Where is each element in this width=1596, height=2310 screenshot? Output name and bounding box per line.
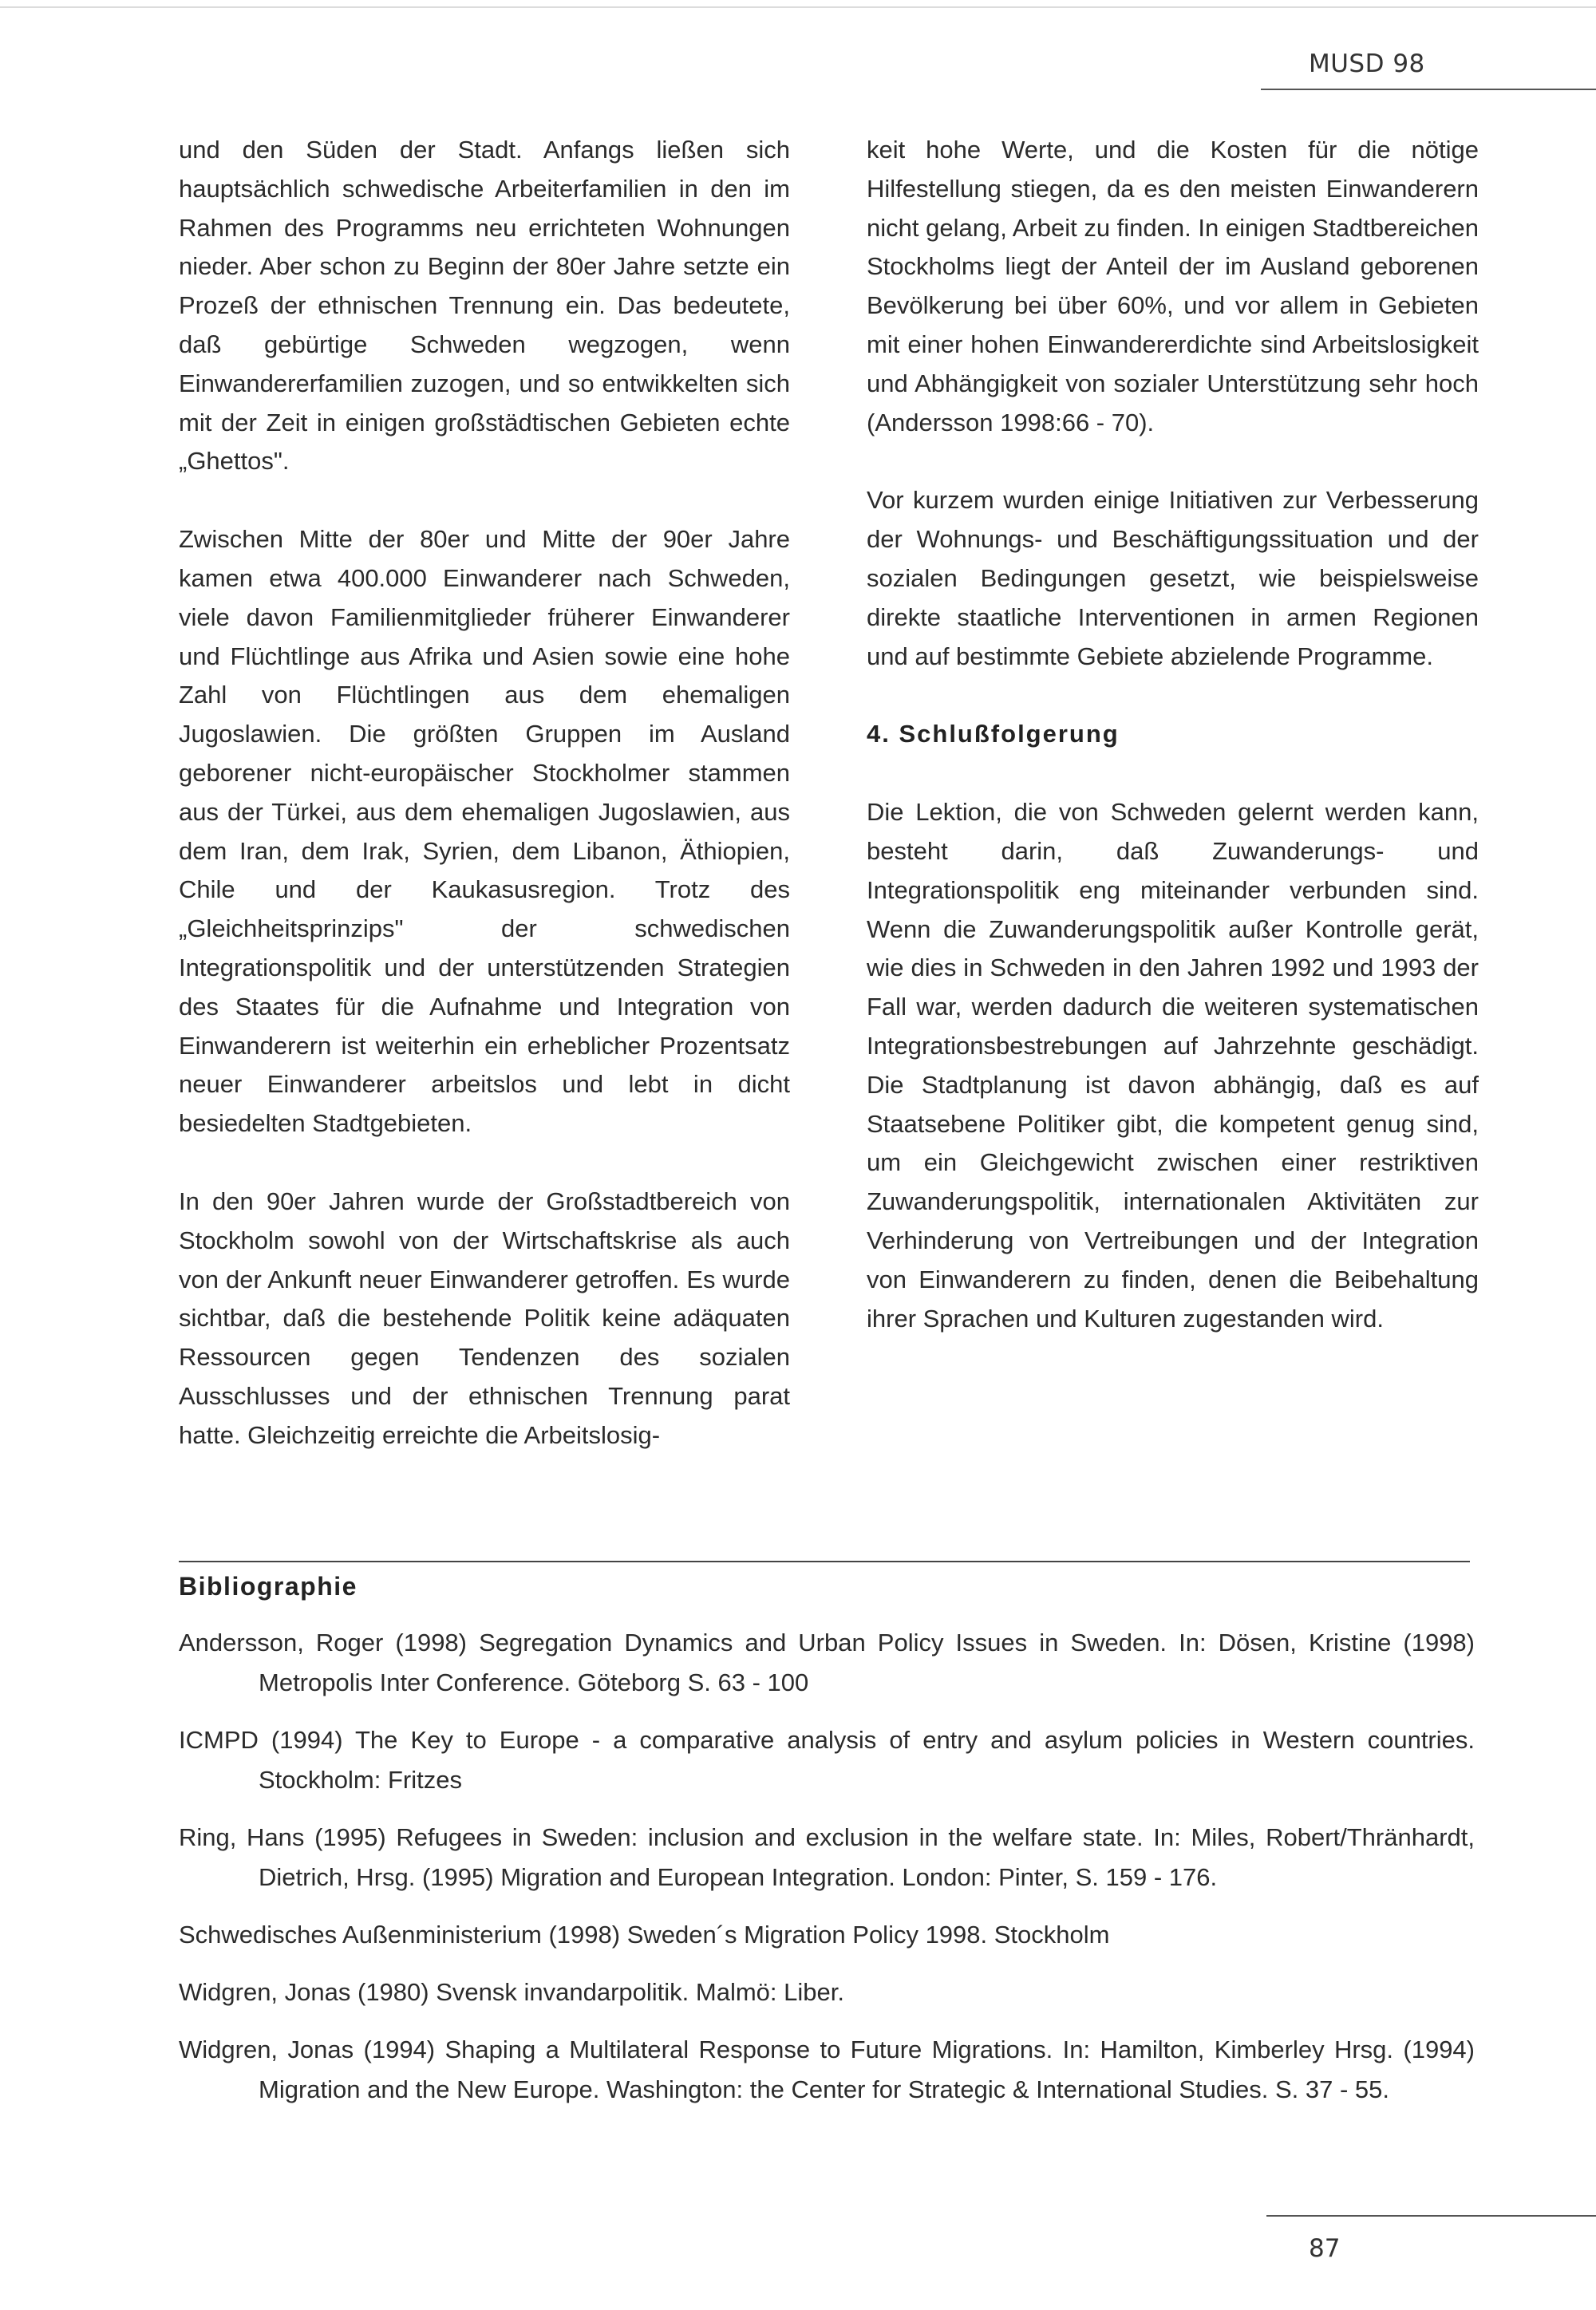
body-paragraph: und den Süden der Stadt. Anfangs ließen sich hauptsächlich schwedische Arbeiterfamilien in den im Rahmen des Programms neu errichteten Wohnungen nieder. Aber schon zu Beginn der 80er Jahre setzte ein Prozeß der ethnischen Trennung ein. Das bedeutete, daß gebürtige Schweden wegzogen, wenn Einwandererfamilien zuzogen, und so entwikkelten sich mit der Zeit in einigen großstädtischen Gebieten echte „Ghettos". bbox=[179, 136, 790, 476]
bibliography-entry: ICMPD (1994) The Key to Europe - a comparative analysis of entry and asylum policies in Western countries. Stockholm: Fritzes bbox=[179, 1726, 1475, 1794]
bibliography-entry: Widgren, Jonas (1980) Svensk invandarpolitik. Malmö: Liber. bbox=[179, 1978, 844, 2006]
bibliography-rule bbox=[179, 1561, 1470, 1562]
scan-edge-line bbox=[0, 6, 1596, 8]
section-heading: 4. Schlußfolgerung bbox=[867, 720, 1120, 748]
footer-rule bbox=[1266, 2215, 1596, 2217]
conclusion-paragraph: Die Lektion, die von Schweden gelernt werden kann, besteht darin, daß Zuwanderungs- und Integrationspolitik eng miteinander verbunden sind. Wenn die Zuwanderungspolitik außer Kontrolle gerät, wie dies in Schweden in den Jahren 1992 und 1993 der Fall war, werden dadurch die weiteren systematischen Integrationsbestrebungen auf Jahrzehnte geschädigt. Die Stadtplanung ist davon abhängig, daß es auf Staatsebene Politiker gibt, die kompetent genug sind, um ein Gleichgewicht zwischen einer restriktiven Zuwanderungspolitik, internationalen Aktivitäten zur Verhinderung von Vertreibungen und der Integration von Einwanderern zu finden, denen die Beibehaltung ihrer Sprachen und Kulturen zugestanden wird. bbox=[867, 798, 1479, 1333]
body-paragraph: Vor kurzem wurden einige Initiativen zur Verbesserung der Wohnungs- und Beschäftigungssituation und der sozialen Bedingungen gesetzt, wie beispielsweise direkte staatliche Interventionen in armen Regionen und auf bestimmte Gebiete abzielende Programme. bbox=[867, 486, 1479, 670]
running-header: MUSD 98 bbox=[1309, 49, 1425, 78]
body-paragraph: keit hohe Werte, und die Kosten für die nötige Hilfestellung stiegen, da es den meisten Einwanderern nicht gelang, Arbeit zu finden. In einigen Stadtbereichen Stockholms liegt der Anteil der im Ausland geborenen Bevölkerung bei über 60%, und vor allem in Gebieten mit einer hohen Einwandererdichte sind Arbeitslosigkeit und Abhängigkeit von sozialer Unterstützung sehr hoch (Andersson 1998:66 - 70). bbox=[867, 136, 1479, 436]
bibliography-entry: Ring, Hans (1995) Refugees in Sweden: inclusion and exclusion in the welfare state. In: Miles, Robert/Thränhardt, Dietrich, Hrsg. (1995) Migration and European Integration. London: Pinter, S. 159 - 176. bbox=[179, 1823, 1475, 1891]
body-paragraph: In den 90er Jahren wurde der Großstadtbereich von Stockholm sowohl von der Wirtschaftskrise als auch von der Ankunft neuer Einwanderer getroffen. Es wurde sichtbar, daß die bestehende Politik keine adäquaten Ressourcen gegen Tendenzen des sozialen Ausschlusses und der ethnischen Trennung parat hatte. Gleichzeitig erreichte die Arbeitslosig- bbox=[179, 1187, 790, 1449]
bibliography-list bbox=[179, 1623, 1475, 2127]
bibliography-entry: Andersson, Roger (1998) Segregation Dynamics and Urban Policy Issues in Sweden. In: Dösen, Kristine (1998) Metropolis Inter Conference. Göteborg S. 63 - 100 bbox=[179, 1629, 1475, 1696]
bibliography-entry: Schwedisches Außenministerium (1998) Sweden´s Migration Policy 1998. Stockholm bbox=[179, 1921, 1110, 1949]
header-rule bbox=[1261, 89, 1596, 90]
page-number: 87 bbox=[1309, 2234, 1341, 2263]
body-paragraph: Zwischen Mitte der 80er und Mitte der 90er Jahre kamen etwa 400.000 Einwanderer nach Schweden, viele davon Familienmitglieder früherer Einwanderer und Flüchtlinge aus Afrika und Asien sowie eine hohe Zahl von Flüchtlingen aus dem ehemaligen Jugoslawien. Die größten Gruppen im Ausland geborener nicht-europäischer Stockholmer stammen aus der Türkei, aus dem ehemaligen Jugoslawien, aus dem Iran, dem Irak, Syrien, dem Libanon, Äthiopien, Chile und der Kaukasusregion. Trotz des „Gleichheitsprinzips" der schwedischen Integrationspolitik und der unterstützenden Strategien des Staates für die Aufnahme und Integration von Einwanderern ist weiterhin ein erheblicher Prozentsatz neuer Einwanderer arbeitslos und lebt in dicht besiedelten Stadtgebieten. bbox=[179, 525, 790, 1138]
bibliography-title: Bibliographie bbox=[179, 1572, 358, 1601]
bibliography-entry: Widgren, Jonas (1994) Shaping a Multilateral Response to Future Migrations. In: Hamilton, Kimberley Hrsg. (1994) Migration and the New Europe. Washington: the Center for Strategic & International Studies. S. 37 - 55. bbox=[179, 2036, 1475, 2103]
right-column bbox=[867, 131, 1479, 1338]
left-column bbox=[179, 131, 790, 1455]
